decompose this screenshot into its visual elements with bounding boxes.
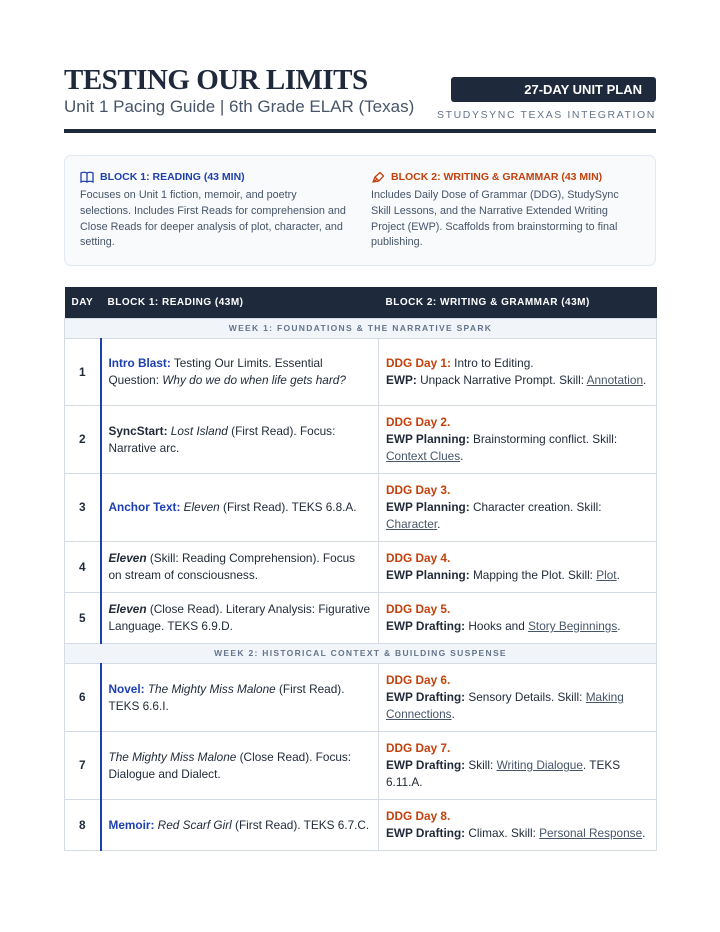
day-number: 4	[65, 542, 101, 593]
reading-label: Novel:	[108, 681, 145, 696]
writing-cell: DDG Day 8. EWP Drafting: Climax. Skill: Personal Response.	[379, 800, 657, 851]
page-subtitle: Unit 1 Pacing Guide | 6th Grade ELAR (Texas)	[64, 97, 415, 116]
block1-description: Focuses on Unit 1 fiction, memoir, and poetry selections. Includes First Reads for comprehension and Close Reads for deeper analysis of plot, character, and setting.	[80, 189, 346, 249]
ddg-label: DDG Day 5.	[386, 602, 451, 616]
skill-link[interactable]: Personal Response	[539, 826, 643, 840]
ewp-label: EWP:	[386, 373, 417, 387]
day-number: 5	[65, 593, 101, 644]
ddg-label: DDG Day 7.	[386, 741, 451, 755]
reading-label: Eleven	[108, 602, 147, 616]
header-divider	[64, 129, 656, 133]
writing-cell: DDG Day 2. EWP Planning: Brainstorming conflict. Skill: Context Clues.	[379, 406, 657, 474]
ddg-label: DDG Day 6.	[386, 673, 451, 687]
column-header-block1: BLOCK 1: READING (43M)	[101, 287, 379, 319]
skill-link[interactable]: Writing Dialogue	[496, 758, 583, 772]
page-title: TESTING OUR LIMITS	[64, 64, 368, 96]
table-row	[65, 474, 657, 542]
table-row	[65, 593, 657, 644]
day-number: 3	[65, 474, 101, 542]
ewp-label: EWP Planning:	[386, 500, 470, 514]
ewp-label: EWP Drafting:	[386, 690, 466, 704]
ddg-label: DDG Day 8.	[386, 809, 451, 823]
block2-description: Includes Daily Dose of Grammar (DDG), StudySync Skill Lessons, and the Narrative Extended Writing Project (EWP). Scaffolds from brainstorming to final publishing.	[371, 189, 619, 249]
day-number: 1	[65, 339, 101, 406]
pen-icon	[371, 171, 385, 184]
day-number: 6	[65, 664, 101, 732]
table-row	[65, 664, 657, 732]
week-heading-row	[65, 644, 657, 664]
day-number: 8	[65, 800, 101, 851]
reading-cell: Intro Blast: Testing Our Limits. Essential Question: Why do we do when life gets hard?	[101, 339, 379, 406]
table-row	[65, 339, 657, 406]
skill-link[interactable]: Plot	[596, 568, 617, 582]
page-header	[64, 62, 656, 134]
block1-summary	[80, 170, 350, 251]
reading-cell: Eleven (Close Read). Literary Analysis: Figurative Language. TEKS 6.9.D.	[101, 593, 379, 644]
reading-label: The Mighty Miss Malone	[108, 749, 237, 764]
writing-cell: DDG Day 4. EWP Planning: Mapping the Plot. Skill: Plot.	[379, 542, 657, 593]
table-row	[65, 406, 657, 474]
reading-cell: Memoir: Red Scarf Girl (First Read). TEKS 6.7.C.	[101, 800, 379, 851]
ddg-label: DDG Day 3.	[386, 483, 451, 497]
ewp-label: EWP Drafting:	[386, 758, 466, 772]
skill-link[interactable]: Story Beginnings	[528, 619, 618, 633]
book-icon	[80, 171, 94, 183]
integration-label: STUDYSYNC TEXAS INTEGRATION	[436, 109, 656, 121]
table-header-row	[65, 287, 657, 319]
reading-label: SyncStart:	[108, 423, 168, 438]
ddg-label: DDG Day 1:	[386, 356, 451, 370]
skill-link[interactable]: Annotation	[586, 373, 644, 387]
reading-cell: SyncStart: Lost Island (First Read). Focus: Narrative arc.	[101, 406, 379, 474]
week-heading: WEEK 1: FOUNDATIONS & THE NARRATIVE SPARK	[65, 319, 657, 339]
writing-cell: DDG Day 6. EWP Drafting: Sensory Details. Skill: Making Connections.	[379, 664, 657, 732]
week-heading-row	[65, 319, 657, 339]
table-row	[65, 542, 657, 593]
ewp-label: EWP Planning:	[386, 432, 470, 446]
ewp-label: EWP Drafting:	[386, 826, 466, 840]
skill-link[interactable]: Character	[386, 517, 438, 531]
reading-cell: The Mighty Miss Malone (Close Read). Focus: Dialogue and Dialect.	[101, 732, 379, 800]
writing-cell: DDG Day 3. EWP Planning: Character creation. Skill: Character.	[379, 474, 657, 542]
ddg-label: DDG Day 4.	[386, 551, 451, 565]
block1-title: BLOCK 1: READING (43 MIN)	[100, 171, 245, 183]
column-header-block2: BLOCK 2: WRITING & GRAMMAR (43M)	[379, 287, 657, 319]
block2-title: BLOCK 2: WRITING & GRAMMAR (43 MIN)	[391, 171, 603, 183]
skill-link[interactable]: Context Clues	[386, 449, 461, 463]
ddg-label: DDG Day 2.	[386, 415, 451, 429]
table-row	[65, 732, 657, 800]
column-header-day: DAY	[65, 287, 101, 319]
pacing-table	[64, 287, 657, 851]
reading-cell: Novel: The Mighty Miss Malone (First Read). TEKS 6.6.I.	[101, 664, 379, 732]
writing-cell: DDG Day 7. EWP Drafting: Skill: Writing Dialogue. TEKS 6.11.A.	[379, 732, 657, 800]
reading-label: Memoir:	[108, 817, 155, 832]
table-row	[65, 800, 657, 851]
ewp-label: EWP Planning:	[386, 568, 470, 582]
skill-link[interactable]: Making Connections	[386, 690, 624, 721]
block-overview-panel	[64, 155, 656, 266]
ewp-label: EWP Drafting:	[386, 619, 466, 633]
reading-cell: Eleven (Skill: Reading Comprehension). Focus on stream of consciousness.	[101, 542, 379, 593]
reading-label: Intro Blast:	[108, 356, 171, 370]
unit-plan-badge: 27-DAY UNIT PLAN	[451, 77, 656, 102]
block2-summary	[371, 170, 641, 251]
week-heading: WEEK 2: HISTORICAL CONTEXT & BUILDING SUSPENSE	[65, 644, 657, 664]
writing-cell: DDG Day 1: Intro to Editing. EWP: Unpack Narrative Prompt. Skill: Annotation.	[379, 339, 657, 406]
reading-label: Anchor Text:	[108, 500, 181, 514]
reading-cell: Anchor Text: Eleven (First Read). TEKS 6.8.A.	[101, 474, 379, 542]
reading-label: Eleven	[108, 551, 147, 565]
day-number: 2	[65, 406, 101, 474]
day-number: 7	[65, 732, 101, 800]
writing-cell: DDG Day 5. EWP Drafting: Hooks and Story Beginnings.	[379, 593, 657, 644]
